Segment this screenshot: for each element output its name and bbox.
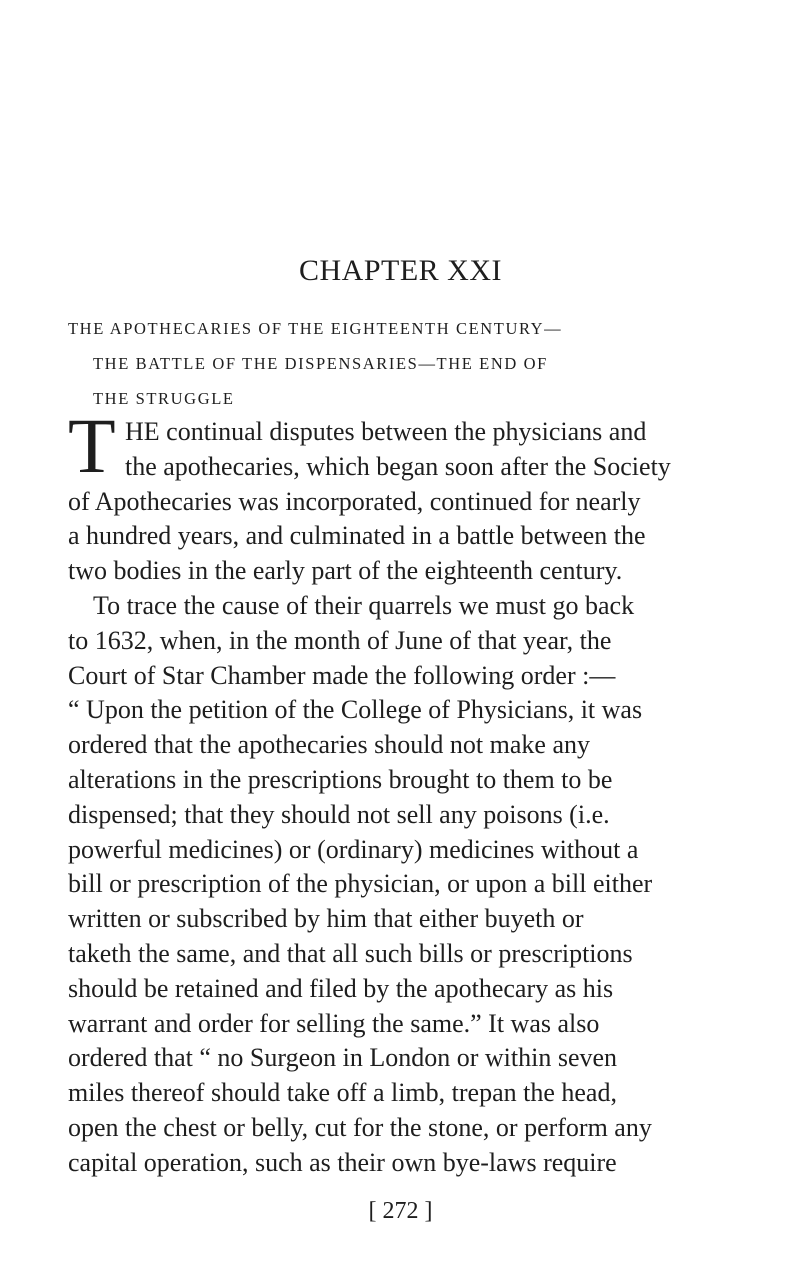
text-line: ordered that “ no Surgeon in London or within seven — [68, 1043, 618, 1073]
body-text — [68, 415, 758, 1181]
subtitle-line: THE STRUGGLE — [93, 389, 235, 408]
text-line: miles thereof should take off a limb, trepan the head, — [68, 1078, 617, 1108]
text-line: powerful medicines) or (ordinary) medicines without a — [68, 834, 639, 864]
text-line: of Apothecaries was incorporated, continued for nearly — [68, 486, 641, 516]
text-line: two bodies in the early part of the eighteenth century. — [68, 556, 623, 586]
chapter-title: CHAPTER XXI — [298, 254, 502, 287]
text-line: to 1632, when, in the month of June of that year, the — [68, 625, 612, 655]
subtitle-line: THE APOTHECARIES OF THE EIGHTEENTH CENTURY— — [68, 319, 563, 338]
text-line: written or subscribed by him that either buyeth or — [68, 904, 584, 934]
text-line: bill or prescription of the physician, or upon a bill either — [68, 869, 653, 899]
chapter-subtitle — [68, 311, 758, 416]
text-line: taketh the same, and that all such bills or prescriptions — [68, 938, 633, 968]
subtitle-line: THE BATTLE OF THE DISPENSARIES—THE END OF — [93, 354, 548, 373]
text-line: alterations in the prescriptions brought to them to be — [68, 764, 613, 794]
text-line: warrant and order for selling the same.” It was also — [68, 1008, 600, 1038]
text-line: dispensed; that they should not sell any poisons (i.e. — [68, 799, 610, 829]
text-line: the apothecaries, which began soon after the Society — [125, 451, 671, 481]
text-line: Court of Star Chamber made the following order :— — [68, 660, 616, 690]
page-number: [ 272 ] — [368, 1198, 433, 1224]
text-line: ordered that the apothecaries should not make any — [68, 730, 590, 760]
text-line: HE continual disputes between the physicians and — [125, 417, 647, 446]
text-line: “ Upon the petition of the College of Physicians, it was — [68, 695, 643, 725]
drop-cap: T — [68, 402, 116, 489]
text-line: open the chest or belly, cut for the stone, or perform any — [68, 1112, 652, 1142]
text-line: To trace the cause of their quarrels we must go back — [93, 590, 635, 620]
text-line: a hundred years, and culminated in a battle between the — [68, 521, 646, 551]
text-line: capital operation, such as their own bye-laws require — [68, 1147, 617, 1177]
text-line: should be retained and filed by the apothecary as his — [68, 973, 614, 1003]
